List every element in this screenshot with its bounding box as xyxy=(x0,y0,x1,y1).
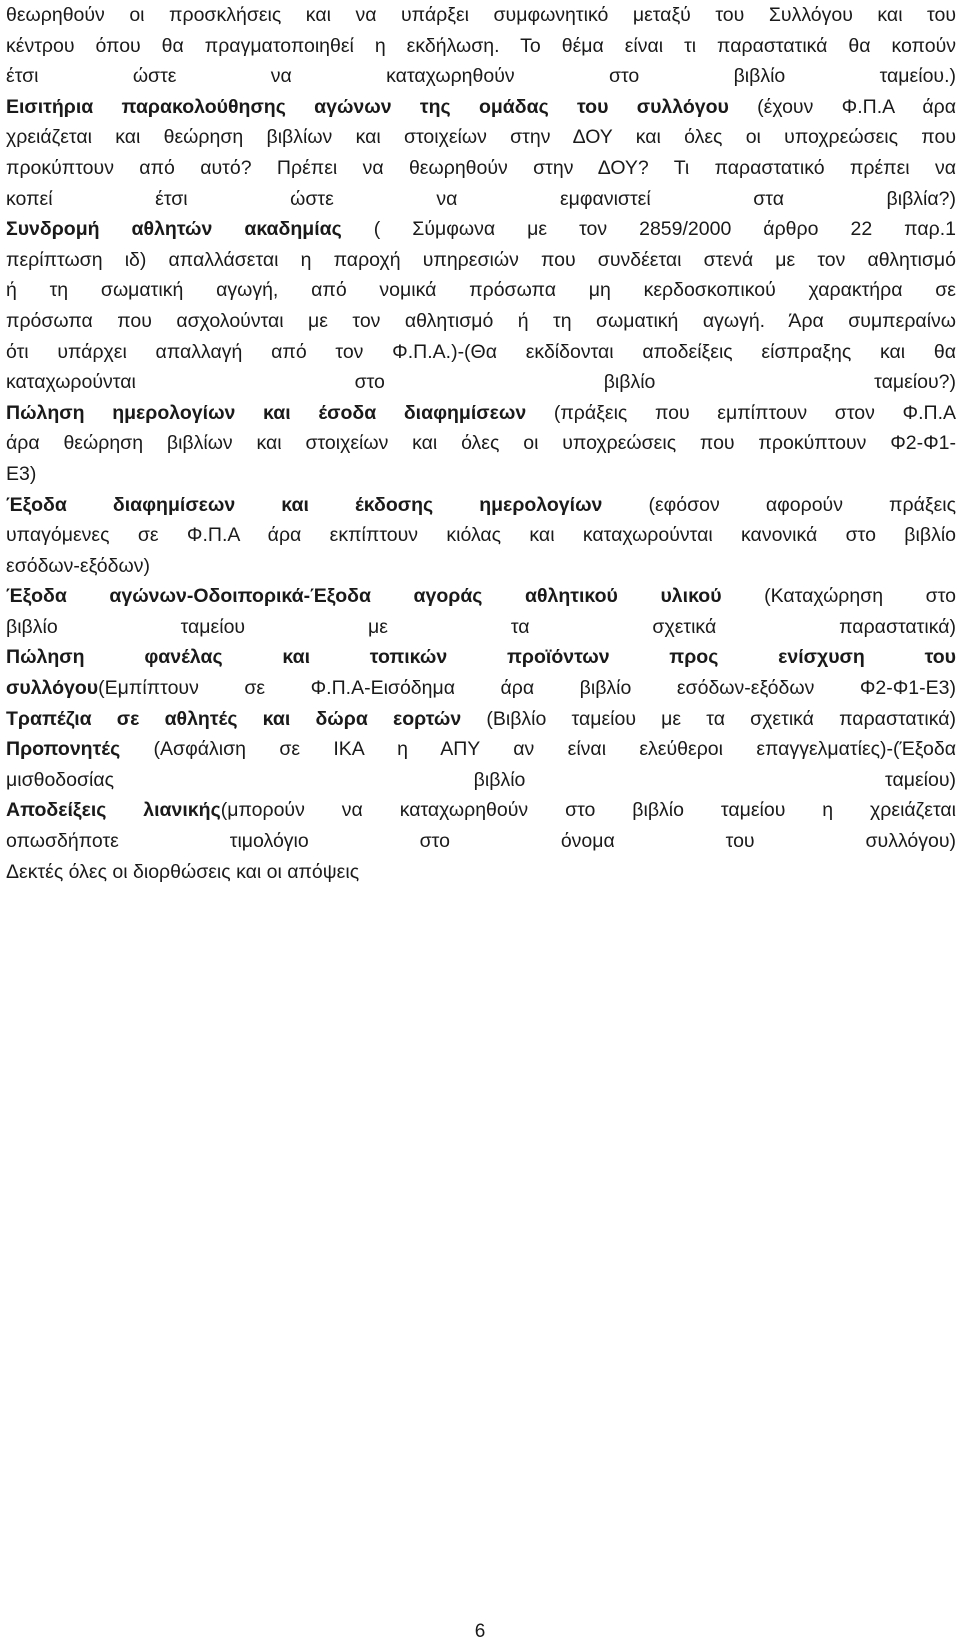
text-line xyxy=(6,92,956,123)
bold-heading-text: Τραπέζια σε αθλητές και δώρα εορτών xyxy=(6,707,462,730)
body-text: περίπτωση ιδ) απαλλάσεται η παροχή υπηρεσιών που συνδέεται στενά με τον αθλητισμό xyxy=(6,248,956,271)
body-text: μισθοδοσίας βιβλίο ταμείου) xyxy=(6,768,956,791)
body-text: (εφόσον αφορούν πράξεις xyxy=(602,493,956,516)
body-text: θεωρηθούν οι προσκλήσεις και να υπάρξει συμφωνητικό μεταξύ του Συλλόγου και του xyxy=(6,4,956,26)
document-body xyxy=(6,0,956,887)
body-text: (Καταχώρηση στο xyxy=(721,585,956,608)
text-line xyxy=(6,31,956,62)
text-line xyxy=(6,857,956,888)
text-line xyxy=(6,826,956,857)
body-text: κέντρου όπου θα πραγματοποιηθεί η εκδήλωση. Το θέμα είναι τι παραστατικά θα κοπούν xyxy=(6,34,956,57)
text-line xyxy=(6,61,956,92)
body-text: (Βιβλίο ταμείου με τα σχετικά παραστατικά) xyxy=(461,707,956,730)
body-text: ( Σύμφωνα με τον 2859/2000 άρθρο 22 παρ.1 xyxy=(341,218,956,241)
bold-heading-text: Πώληση φανέλας και τοπικών προϊόντων προς ενίσχυση του xyxy=(6,646,956,669)
body-text: (πράξεις που εμπίπτουν στον Φ.Π.Α xyxy=(526,401,956,424)
body-text: (Εμπίπτουν σε Φ.Π.Α-Εισόδημα άρα βιβλίο εσόδων-εξόδων Φ2-Φ1-Ε3) xyxy=(98,677,956,700)
text-line xyxy=(6,0,956,31)
text-line xyxy=(6,184,956,215)
text-line xyxy=(6,122,956,153)
body-text: κοπεί έτσι ώστε να εμφανιστεί στα βιβλία?) xyxy=(6,187,956,210)
text-line xyxy=(6,245,956,276)
body-text: υπαγόμενες σε Φ.Π.Α άρα εκπίπτουν κιόλας και καταχωρούνται κανονικά στο βιβλίο xyxy=(6,524,956,547)
body-text: εσόδων-εξόδων) xyxy=(6,554,150,577)
body-text: ή τη σωματική αγωγή, από νομικά πρόσωπα μη κερδοσκοπικού χαρακτήρα σε xyxy=(6,279,956,302)
text-line xyxy=(6,428,956,459)
text-line xyxy=(6,490,956,521)
body-text: Δεκτές όλες οι διορθώσεις και οι απόψεις xyxy=(6,860,360,883)
body-text: ότι υπάρχει απαλλαγή από τον Φ.Π.Α.)-(Θα εκδίδονται αποδείξεις είσπραξης και θα xyxy=(6,340,956,363)
page-number: 6 xyxy=(474,1621,486,1642)
bold-heading-text: Έξοδα αγώνων-Οδοιπορικά-Έξοδα αγοράς αθλητικού υλικού xyxy=(6,585,722,608)
body-text: (μπορούν να καταχωρηθούν στο βιβλίο ταμείου η χρειάζεται xyxy=(220,799,956,822)
body-text: Ε3) xyxy=(6,462,37,485)
text-line xyxy=(6,275,956,306)
text-line xyxy=(6,765,956,796)
text-line xyxy=(6,459,956,490)
text-line xyxy=(6,673,956,704)
bold-heading-text: Εισιτήρια παρακολούθησης αγώνων της ομάδας του συλλόγου xyxy=(6,95,729,118)
body-text: βιβλίο ταμείου με τα σχετικά παραστατικά) xyxy=(6,615,956,638)
bold-heading-text: Προπονητές xyxy=(6,738,121,761)
text-line xyxy=(6,581,956,612)
body-text: προκύπτουν από αυτό? Πρέπει να θεωρηθούν στην ΔΟΥ? Τι παραστατικό πρέπει να xyxy=(6,156,956,179)
body-text: (Ασφάλιση σε ΙΚΑ η ΑΠΥ αν είναι ελεύθεροι επαγγελματίες)-(Έξοδα xyxy=(120,738,956,761)
text-line xyxy=(6,551,956,582)
bold-heading-text: Αποδείξεις λιανικής xyxy=(6,799,221,822)
text-line xyxy=(6,520,956,551)
body-text: έτσι ώστε να καταχωρηθούν στο βιβλίο ταμείου.) xyxy=(6,65,956,88)
text-line xyxy=(6,398,956,429)
text-line xyxy=(6,642,956,673)
text-line xyxy=(6,306,956,337)
text-line xyxy=(6,367,956,398)
text-line xyxy=(6,612,956,643)
body-text: πρόσωπα που ασχολούνται με τον αθλητισμό ή τη σωματική αγωγή. Άρα συμπεραίνω xyxy=(6,309,956,332)
body-text: καταχωρούνται στο βιβλίο ταμείου?) xyxy=(6,371,956,394)
text-line xyxy=(6,795,956,826)
bold-heading-text: συλλόγου xyxy=(6,677,99,700)
text-line xyxy=(6,214,956,245)
bold-heading-text: Πώληση ημερολογίων και έσοδα διαφημίσεων xyxy=(6,401,527,424)
bold-heading-text: Έξοδα διαφημίσεων και έκδοσης ημερολογίων xyxy=(6,493,603,516)
text-line xyxy=(6,337,956,368)
body-text: (έχουν Φ.Π.Α άρα xyxy=(728,95,956,118)
body-text: οπωσδήποτε τιμολόγιο στο όνομα του συλλόγου) xyxy=(6,830,956,853)
bold-heading-text: Συνδρομή αθλητών ακαδημίας xyxy=(6,218,342,241)
text-line xyxy=(6,734,956,765)
text-line xyxy=(6,153,956,184)
text-line xyxy=(6,704,956,735)
body-text: χρειάζεται και θεώρηση βιβλίων και στοιχείων στην ΔΟΥ και όλες οι υποχρεώσεις που xyxy=(6,126,956,149)
body-text: άρα θεώρηση βιβλίων και στοιχείων και όλες οι υποχρεώσεις που προκύπτουν Φ2-Φ1- xyxy=(6,432,956,455)
